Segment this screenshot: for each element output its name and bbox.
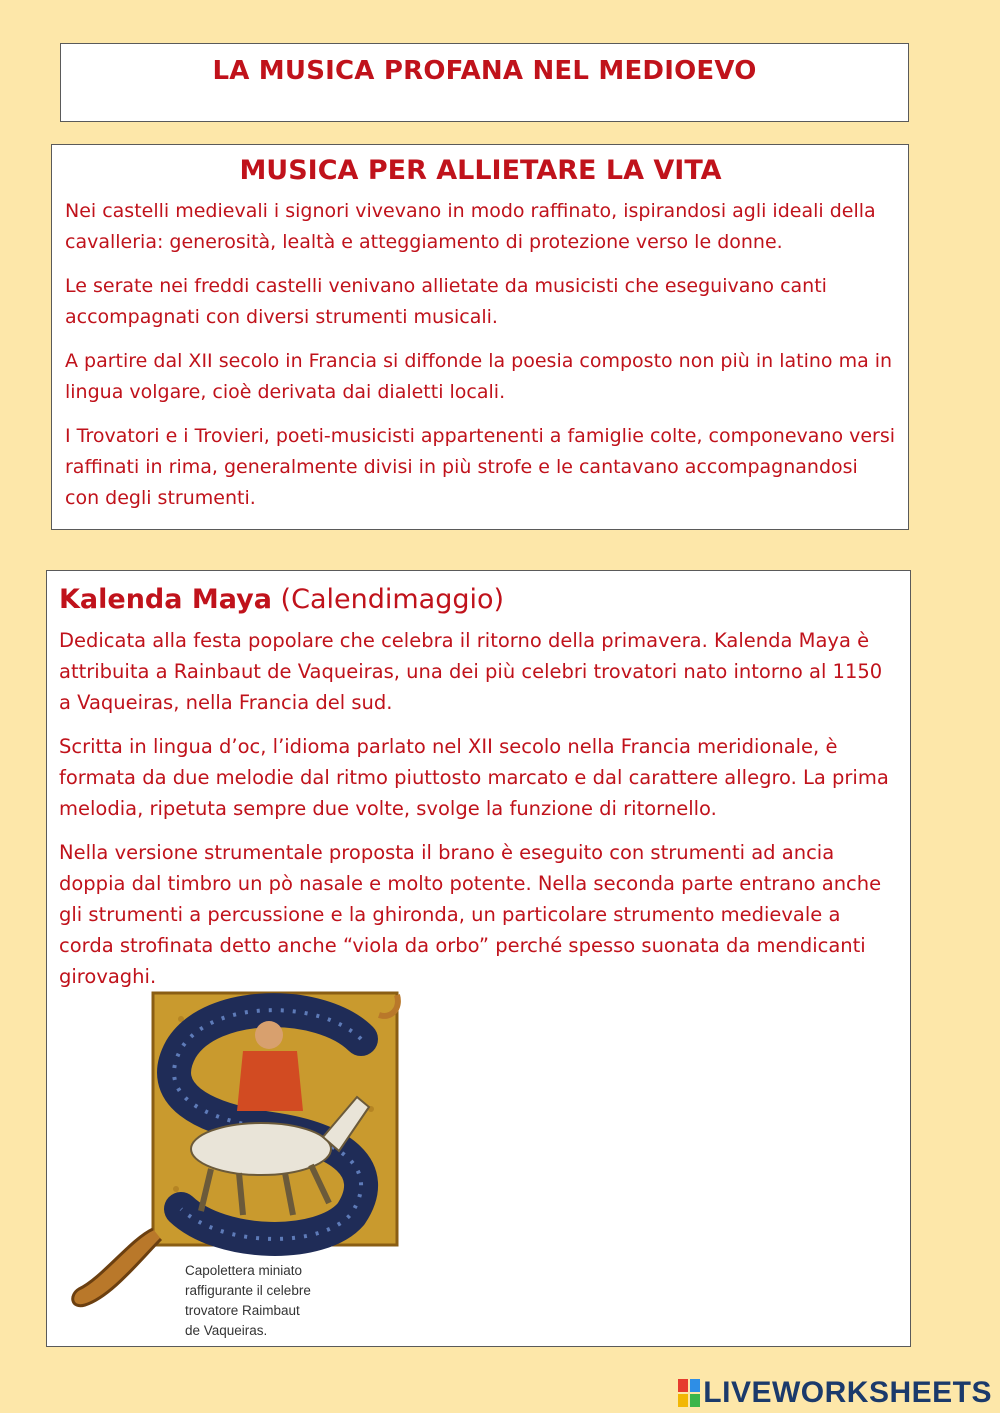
kalenda-title [59, 581, 898, 619]
caption-line: Capolettera miniato [185, 1263, 303, 1278]
kalenda-paragraph-3: Nella versione strumentale proposta il brano è eseguito con strumenti ad ancia doppia dal timbro un pò nasale e molto potente. Nella seconda parte entrano anche gli strumenti a percussione e la ghironda, un particolare strumento medievale a corda strofinata detto anche “viola da orbo” perché spesso suonata da mendicanti girovaghi. [59, 841, 882, 988]
kalenda-paragraph-2: Scritta in lingua d’oc, l’idioma parlato nel XII secolo nella Francia meridionale, è formata da due melodie dal ritmo piuttosto marcato e dal carattere allegro. La prima melodia, ripetuta sempre due volte, svolge la funzione di ritornello. [59, 735, 889, 820]
caption-line: raffigurante il celebre [185, 1283, 311, 1298]
image-caption [185, 1261, 355, 1341]
intro-paragraph-2: Le serate nei freddi castelli venivano allietate da musicisti che eseguivano canti accompagnati con diversi strumenti musicali. [65, 275, 827, 328]
kalenda-section [46, 570, 911, 1347]
intro-paragraph-1: Nei castelli medievali i signori vivevano in modo raffinato, ispirandosi agli ideali della cavalleria: generosità, lealtà e atteggiamento di protezione verso le donne. [65, 200, 876, 253]
kalenda-title-subtitle: (Calendimaggio) [271, 584, 505, 615]
live-badge-icon [678, 1379, 700, 1407]
intro-heading: MUSICA PER ALLIETARE LA VITA [239, 155, 722, 186]
kalenda-title-bold: Kalenda Maya [59, 584, 272, 615]
title-box [60, 43, 909, 122]
intro-paragraph-3: A partire dal XII secolo in Francia si diffonde la poesia composto non più in latino ma in lingua volgare, cioè derivata dai dialetti locali. [65, 350, 893, 403]
liveworksheets-logo [678, 1376, 992, 1410]
intro-section [51, 144, 909, 530]
caption-line: trovatore Raimbaut [185, 1303, 300, 1318]
brand-text: LIVEWORKSHEETS [703, 1376, 992, 1409]
kalenda-paragraph-1: Dedicata alla festa popolare che celebra il ritorno della primavera. Kalenda Maya è attribuita a Rainbaut de Vaqueiras, una dei più celebri trovatori nato intorno al 1150 a Vaqueiras, nella Francia del sud. [59, 629, 883, 714]
page-title: LA MUSICA PROFANA NEL MEDIOEVO [212, 56, 757, 86]
intro-paragraph-4: I Trovatori e i Trovieri, poeti-musicisti appartenenti a famiglie colte, componevano versi raffinati in rima, generalmente divisi in più strofe e le cantavano accompagnandosi con degli strumenti. [65, 425, 896, 509]
caption-line: de Vaqueiras. [185, 1323, 268, 1338]
